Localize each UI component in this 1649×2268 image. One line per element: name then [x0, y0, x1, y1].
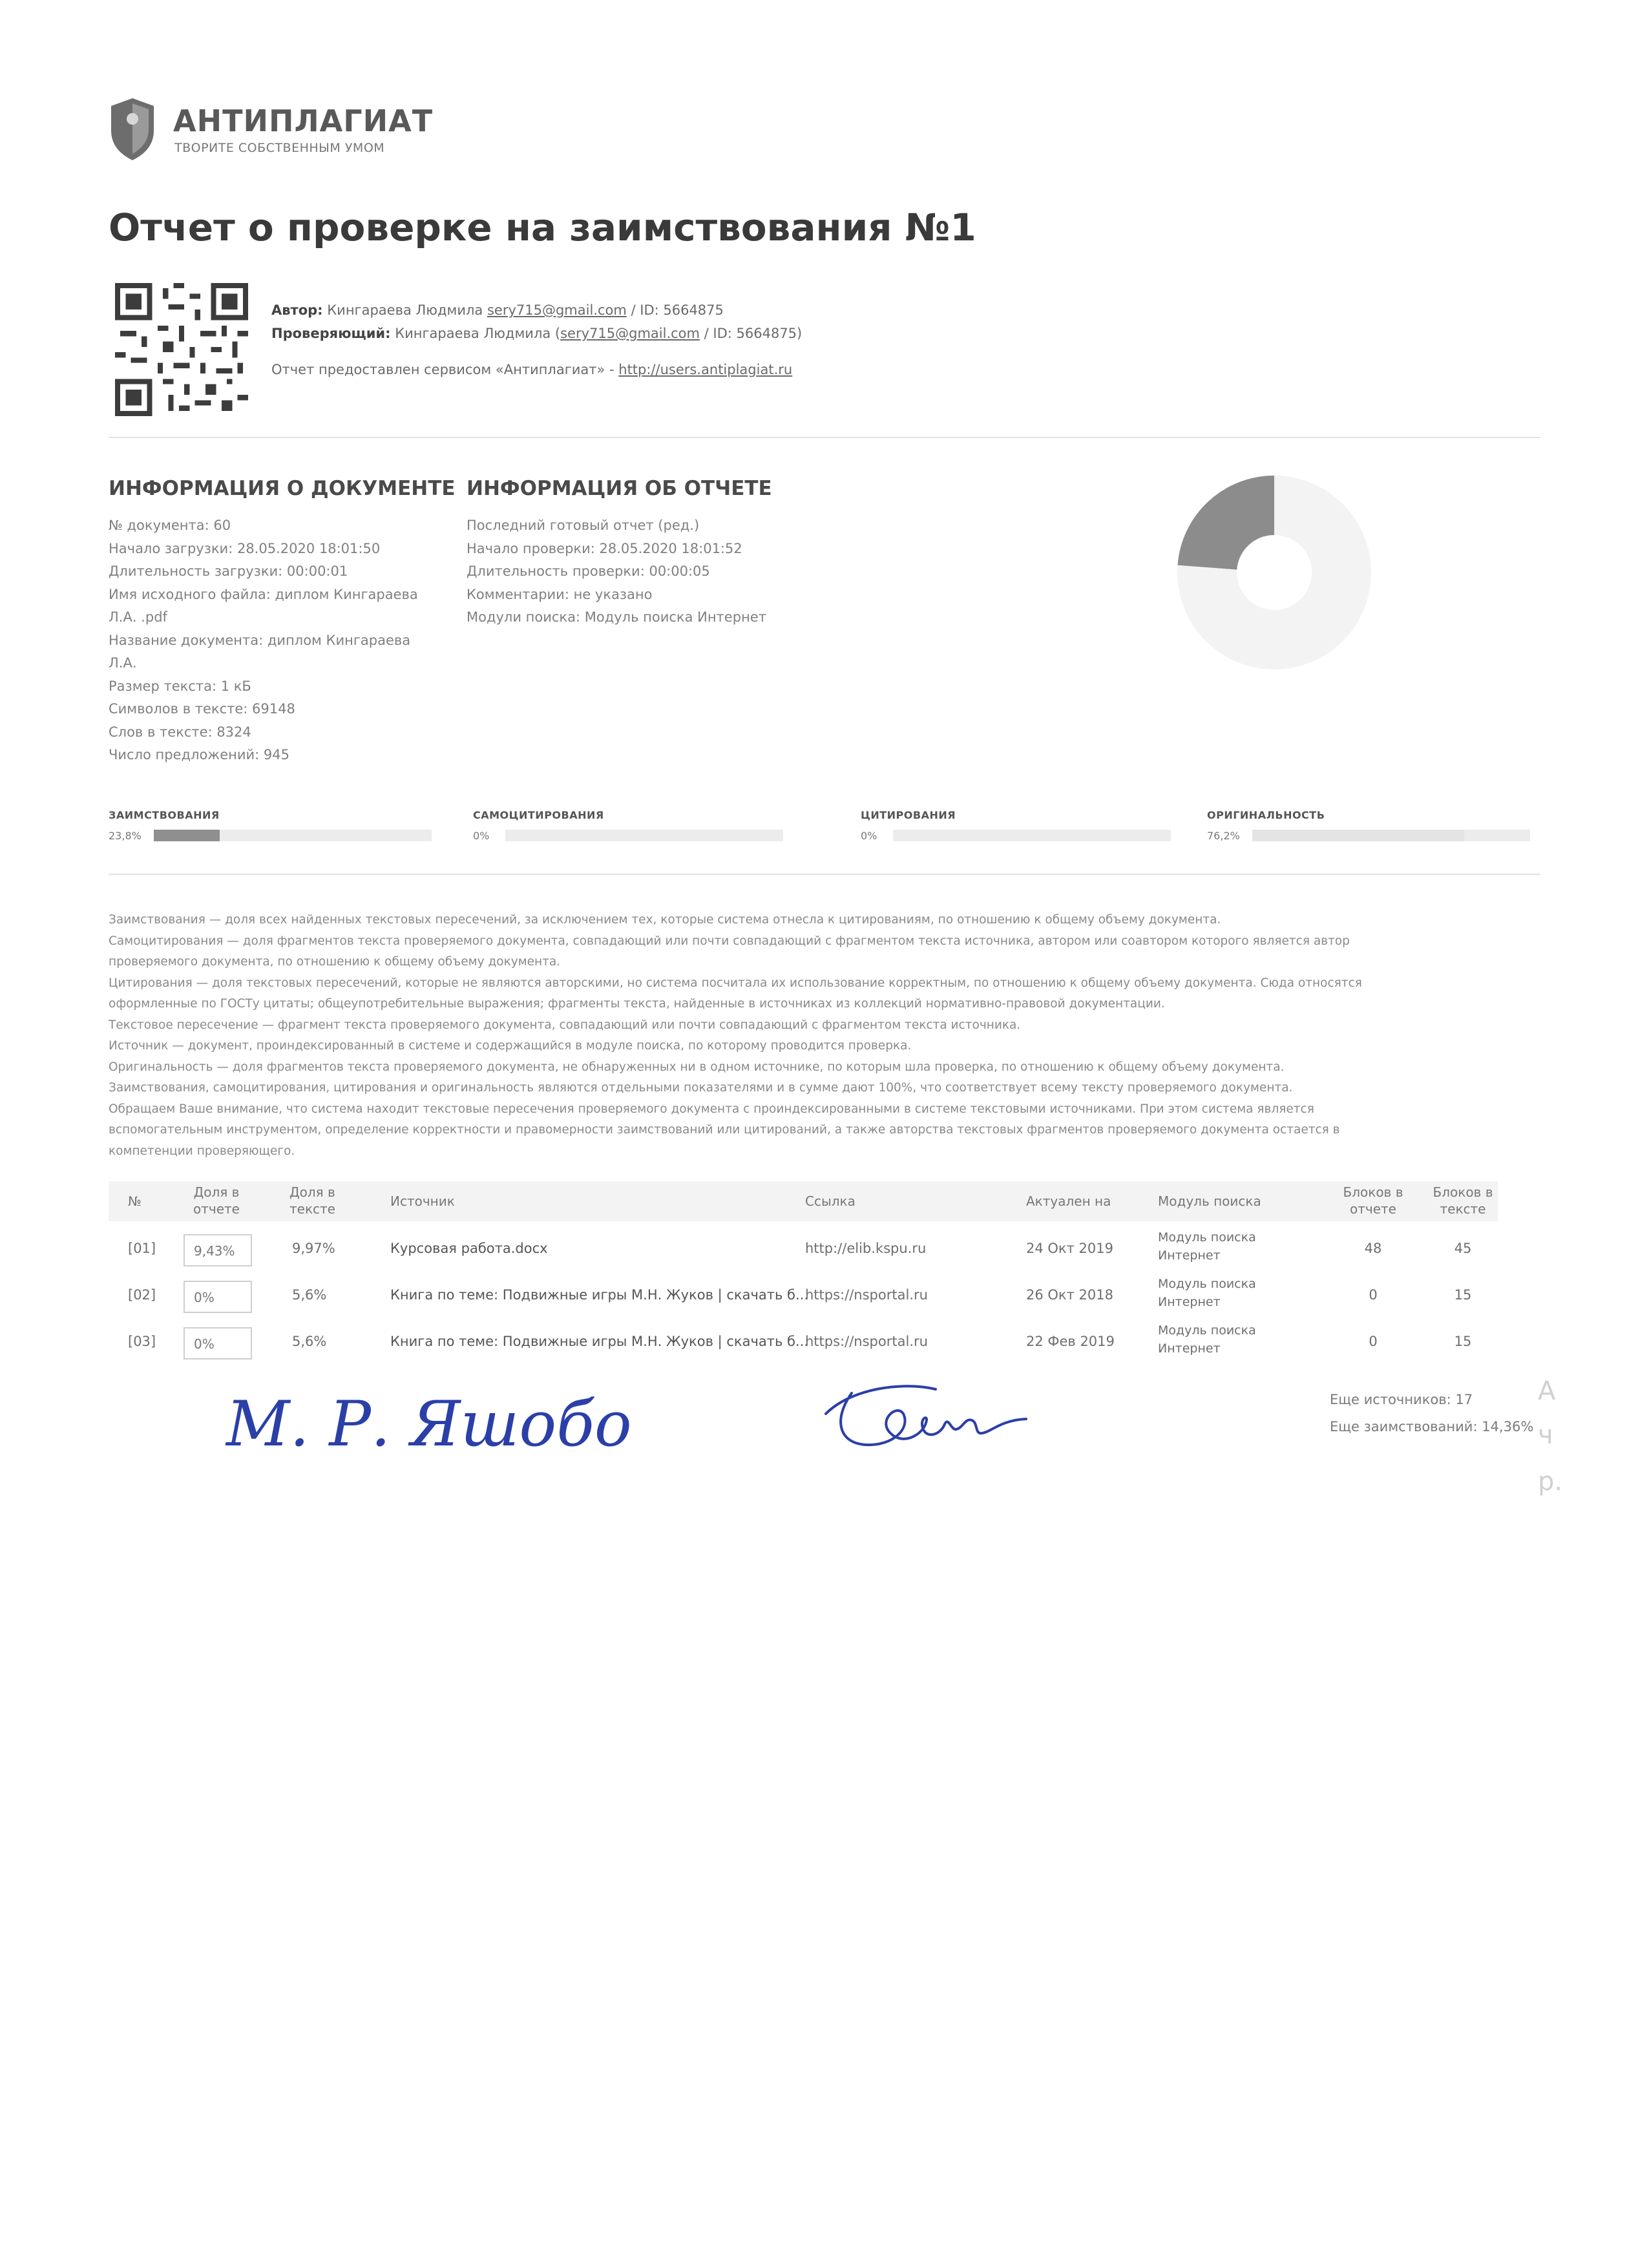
doc-info-line: Размер текста: 1 кБ — [109, 678, 251, 694]
doc-info-list — [109, 514, 418, 767]
module-line-1: Модуль поиска — [1158, 1277, 1256, 1291]
originality-value: 76,2% — [1207, 830, 1240, 842]
report-info-line: Модули поиска: Модуль поиска Интернет — [467, 609, 766, 625]
module-line-2: Интернет — [1158, 1295, 1221, 1309]
author-line: Автор: Кингараева Людмила sery715@gmail.com / ID: 5664875 — [271, 302, 724, 318]
cite-bar — [893, 830, 1171, 841]
module-line-2: Интернет — [1158, 1341, 1221, 1356]
divider — [109, 874, 1540, 875]
col-num: № — [128, 1193, 142, 1209]
report-info-heading: ИНФОРМАЦИЯ ОБ ОТЧЕТЕ — [467, 477, 772, 500]
checker-email-link[interactable]: sery715@gmail.com — [560, 326, 700, 341]
row-num: [02] — [128, 1287, 156, 1303]
glossary-line: Заимствования — доля всех найденных текстовых пересечений, за исключением тех, которые система отнесла к цитированиям, по отношению к общему объему документа. — [109, 913, 1221, 927]
originality-label: ОРИГИНАЛЬНОСТЬ — [1207, 809, 1325, 821]
author-email-link[interactable]: sery715@gmail.com — [487, 302, 627, 318]
brand-tagline: ТВОРИТЕ СОБСТВЕННЫМ УМОМ — [174, 141, 385, 155]
col-source[interactable]: Источник — [390, 1193, 455, 1209]
blocks-text: 15 — [1454, 1334, 1472, 1349]
handwritten-signature-right — [813, 1375, 1033, 1465]
glossary-line: Обращаем Ваше внимание, что система находит текстовые пересечения проверяемого документа с проиндексированными в системе текстовыми источниками. При этом система является — [109, 1102, 1314, 1116]
col-blocks-text[interactable]: Блоков в тексте — [1433, 1184, 1493, 1217]
divider — [109, 437, 1540, 438]
report-info-line: Длительность проверки: 00:00:05 — [467, 563, 710, 579]
updated-date: 26 Окт 2018 — [1026, 1287, 1113, 1303]
glossary-line: Цитирования — доля текстовых пересечений, которые не являются авторскими, но система посчитала их использование корректным, по отношению к общему объему документа. Сюда относятся — [109, 976, 1362, 990]
originality-bar — [1252, 830, 1530, 841]
originality-donut-chart — [1171, 469, 1378, 676]
col-module[interactable]: Модуль поиска — [1158, 1193, 1261, 1209]
edge-mark: ч — [1538, 1420, 1553, 1450]
edge-mark: р. — [1538, 1467, 1563, 1496]
share-report-field[interactable]: 0% — [184, 1327, 252, 1360]
antiplagiat-link[interactable]: http://users.antiplagiat.ru — [618, 362, 793, 377]
blocks-text: 45 — [1454, 1241, 1472, 1256]
donut-slice-borrowings — [1177, 476, 1274, 570]
module-line-1: Модуль поиска — [1158, 1323, 1256, 1338]
doc-info-line: Л.А. — [109, 655, 137, 671]
row-num: [03] — [128, 1334, 156, 1349]
col-updated[interactable]: Актуален на — [1026, 1193, 1111, 1209]
self-cite-label: САМОЦИТИРОВАНИЯ — [473, 809, 604, 821]
more-sources[interactable]: Еще источников: 17 — [1330, 1392, 1473, 1407]
module-line-2: Интернет — [1158, 1248, 1221, 1263]
borrow-bar-fill — [154, 830, 220, 841]
self-cite-value: 0% — [473, 830, 490, 842]
glossary-line: Оригинальность — доля фрагментов текста проверяемого документа, не обнаруженных ни в одном источнике, по которым шла проверка, по отношению к общему объему документа. — [109, 1060, 1285, 1074]
glossary-line: Заимствования, самоцитирования, цитирования и оригинальность являются отдельными показателями и в сумме дают 100%, что соответствует всему тексту проверяемого документа. — [109, 1081, 1293, 1095]
more-borrowings[interactable]: Еще заимствований: 14,36% — [1330, 1419, 1534, 1434]
share-text: 9,97% — [292, 1241, 335, 1256]
doc-info-line: Имя исходного файла: диплом Кингараева — [109, 586, 418, 602]
source-link[interactable]: https://nsportal.ru — [805, 1334, 928, 1349]
col-blocks-report[interactable]: Блоков в отчете — [1343, 1184, 1403, 1217]
row-num: [01] — [128, 1241, 156, 1256]
report-info-line: Начало проверки: 28.05.2020 18:01:52 — [467, 540, 742, 556]
source-title[interactable]: Книга по теме: Подвижные игры М.Н. Жуков | скачать б... — [390, 1287, 809, 1303]
doc-info-line: № документа: 60 — [109, 518, 231, 533]
source-link[interactable]: https://nsportal.ru — [805, 1287, 928, 1303]
provided-by-line: Отчет предоставлен сервисом «Антиплагиат» - http://users.antiplagiat.ru — [271, 362, 793, 377]
qr-code-icon — [115, 277, 248, 423]
borrow-value: 23,8% — [109, 830, 142, 842]
col-link[interactable]: Ссылка — [805, 1193, 856, 1209]
brand-name: АНТИПЛАГИАТ — [173, 103, 434, 138]
doc-info-line: Л.А. .pdf — [109, 609, 167, 625]
doc-info-line: Число предложений: 945 — [109, 747, 290, 762]
source-title[interactable]: Книга по теме: Подвижные игры М.Н. Жуков | скачать б... — [390, 1334, 809, 1349]
col-share-text[interactable]: Доля в тексте — [289, 1184, 335, 1217]
doc-info-line: Длительность загрузки: 00:00:01 — [109, 563, 348, 579]
borrow-bar — [154, 830, 432, 841]
share-text: 5,6% — [292, 1287, 327, 1303]
report-info-line: Последний готовый отчет (ред.) — [467, 518, 700, 533]
share-report-field[interactable]: 0% — [184, 1281, 252, 1313]
edge-mark: А — [1538, 1376, 1556, 1406]
source-link[interactable]: http://elib.kspu.ru — [805, 1241, 927, 1256]
doc-info-line: Символов в тексте: 69148 — [109, 701, 295, 717]
glossary-line: Источник — документ, проиндексированный в системе и содержащийся в модуле поиска, по которому проводится проверка. — [109, 1039, 912, 1053]
share-report-field[interactable]: 9,43% — [184, 1234, 252, 1266]
glossary-line: компетенции проверяющего. — [109, 1144, 295, 1158]
glossary-line: вспомогательным инструментом, определение корректности и правомерности заимствований или цитирований, а также авторства текстовых фрагментов проверяемого документа остается в — [109, 1123, 1340, 1137]
glossary-line: оформленные по ГОСТу цитаты; общеупотребительные выражения; фрагменты текста, найденные в источниках из коллекций нормативно-правовой документации. — [109, 997, 1165, 1011]
glossary-line: Самоцитирования — доля фрагментов текста проверяемого документа, совпадающий или почти совпадающий с фрагментом текста источника, автором или соавтором которого является автор — [109, 934, 1350, 948]
blocks-report: 48 — [1364, 1241, 1382, 1256]
updated-date: 22 Фев 2019 — [1026, 1334, 1115, 1349]
doc-info-line: Название документа: диплом Кингараева — [109, 632, 411, 648]
borrow-label: ЗАИМСТВОВАНИЯ — [109, 809, 220, 821]
glossary-line: Текстовое пересечение — фрагмент текста проверяемого документа, совпадающий или почти совпадающий с фрагментом текста источника. — [109, 1018, 1021, 1032]
blocks-report: 0 — [1369, 1334, 1378, 1349]
page-title: Отчет о проверке на заимствования №1 — [109, 205, 976, 249]
col-share-report[interactable]: Доля в отчете — [193, 1184, 240, 1217]
glossary — [109, 910, 1549, 1162]
glossary-line: проверяемого документа, по отношению к общему объему документа. — [109, 955, 561, 969]
self-cite-bar — [505, 830, 783, 841]
antiplagiat-logo-icon — [110, 97, 155, 162]
blocks-text: 15 — [1454, 1287, 1472, 1303]
handwritten-signature-left: М. Р. Яшобо — [226, 1388, 632, 1460]
originality-bar-fill — [1252, 830, 1464, 841]
doc-info-line: Начало загрузки: 28.05.2020 18:01:50 — [109, 540, 381, 556]
blocks-report: 0 — [1369, 1287, 1378, 1303]
report-info-list — [467, 514, 766, 629]
doc-info-line: Слов в тексте: 8324 — [109, 724, 251, 740]
doc-info-heading: ИНФОРМАЦИЯ О ДОКУМЕНТЕ — [109, 477, 456, 500]
share-text: 5,6% — [292, 1334, 327, 1349]
checker-line: Проверяющий: Кингараева Людмила (sery715@gmail.com / ID: 5664875) — [271, 326, 803, 341]
updated-date: 24 Окт 2019 — [1026, 1241, 1113, 1256]
cite-value: 0% — [861, 830, 877, 842]
report-info-line: Комментарии: не указано — [467, 586, 653, 602]
module-line-1: Модуль поиска — [1158, 1230, 1256, 1244]
cite-label: ЦИТИРОВАНИЯ — [861, 809, 956, 821]
source-title[interactable]: Курсовая работа.docx — [390, 1241, 548, 1256]
